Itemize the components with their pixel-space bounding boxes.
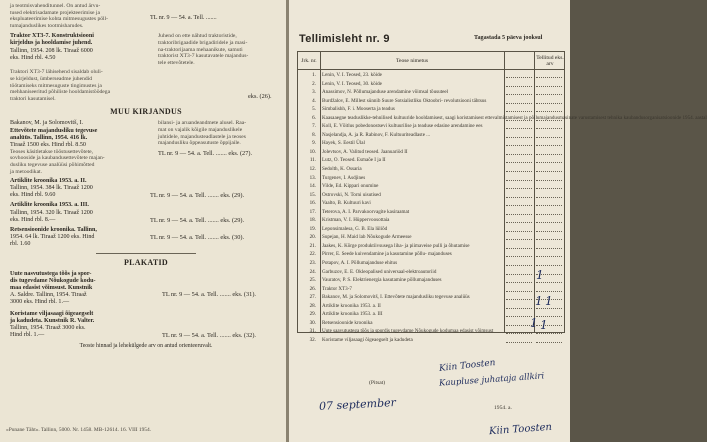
- order-quantity-field[interactable]: [536, 256, 562, 257]
- row-title: Simbalishh, F. i. Mooserta ja teadus: [322, 106, 395, 113]
- row-number: 10.: [309, 148, 316, 155]
- catalog-entry-kroonika-iii: Artiklite kroonika 1953. a. III. Tallinn, 1954. 320 lk. Tiraaž 1200 eks. Hind rbl. 8.— TL nr. 9 — 54. a. Tell. ....... eks. (29).: [10, 202, 245, 224]
- order-form-title: Tellimisleht nr. 9: [299, 33, 390, 45]
- row-number: 2.: [312, 80, 316, 87]
- price-footnote: Teoste hinnad ja lehekülgede arv on antud orienteeruvalt.: [79, 342, 213, 349]
- table-row: [298, 276, 564, 285]
- row-number: 21.: [309, 242, 316, 249]
- header-ordered: Tellitud eks. arv: [536, 55, 564, 67]
- row-title: Leponsimalesa, G. B. Ela lüliõd: [322, 225, 388, 232]
- printer-imprint: «Punane Täht». Tallinn, 5000. Nr. 1458. MB-12614. 16. VIII 1954.: [6, 427, 152, 433]
- header-title: Teose nimetus: [395, 58, 429, 64]
- row-dots: [506, 333, 532, 334]
- order-quantity-field[interactable]: [536, 171, 562, 172]
- divider: [96, 253, 196, 254]
- row-number: 19.: [309, 225, 316, 232]
- table-row: [298, 242, 564, 251]
- handwritten-signature: Kiin Toosten: [488, 421, 553, 438]
- row-dots: [506, 265, 532, 266]
- order-quantity-field[interactable]: [536, 154, 562, 155]
- handwritten-mark: 1: [540, 318, 548, 332]
- row-title: Artiklite kroonika 1953. a. III: [322, 311, 383, 318]
- table-row: [298, 293, 564, 302]
- return-note: Tagastada 5 päeva jooksul: [474, 35, 543, 41]
- row-title: Vauratov, P. S. Elektrienergia kasutamine põllumajanduses: [322, 277, 442, 284]
- order-quantity-field[interactable]: [536, 291, 562, 292]
- row-number: 18.: [309, 217, 316, 224]
- catalog-entry-kroonika-ii: Artiklite kroonika 1953. a. II. Tallinn, 1954. 384 lk. Tiraaž 1200 eks. Hind rbl. 9.60 TL nr. 9 — 54. a. Tell. ....... eks. (29).: [10, 178, 245, 200]
- order-quantity-field[interactable]: [536, 214, 562, 215]
- row-title: Retsensioonide kroonika: [322, 319, 373, 326]
- row-number: 12.: [309, 166, 316, 173]
- row-title: Koll, E. Võitlus pobedonostsevi kultuurilise ja teaduse edasine arendamine ees: [322, 123, 483, 130]
- table-row: [298, 139, 564, 148]
- row-dots: [506, 308, 532, 309]
- order-number-26: eks. (26).: [248, 93, 272, 101]
- row-dots: [506, 120, 532, 121]
- order-quantity-field[interactable]: [536, 94, 562, 95]
- row-number: 8.: [312, 131, 316, 138]
- order-table: [297, 51, 707, 343]
- order-quantity-field[interactable]: [536, 180, 562, 181]
- order-line-27[interactable]: TL nr. 9 — 54. a. Tell. ....... eks. (27).: [158, 149, 253, 157]
- order-line-29[interactable]: TL nr. 9 — 54. a. Tell. ....... eks. (29).: [150, 216, 245, 224]
- row-dots: [506, 214, 532, 215]
- order-line-31[interactable]: TL nr. 9 — 54. a. Tell. ....... eks. (31).: [162, 291, 256, 299]
- table-row: [298, 174, 564, 183]
- order-quantity-field[interactable]: [536, 197, 562, 198]
- order-quantity-field[interactable]: [536, 86, 562, 87]
- row-dots: [506, 94, 532, 95]
- order-quantity-field[interactable]: [536, 103, 562, 104]
- row-title: Nasjelandja, A. ja R. Rabinov, F. Kultuuriteadlaste ...: [322, 131, 431, 138]
- handwritten-mark: 1: [545, 294, 553, 308]
- row-dots: [506, 256, 532, 257]
- row-title: Turgenev, I. Asdjines: [322, 174, 366, 181]
- row-dots: [506, 111, 532, 112]
- table-row: [298, 80, 564, 89]
- row-dots: [506, 197, 532, 198]
- order-quantity-field[interactable]: [536, 333, 562, 334]
- row-title: Lenin, V. I. Teosed, 23. köide: [322, 72, 382, 78]
- handwritten-name: Kiin Toosten: [438, 358, 497, 374]
- row-title: Ostrovski, N. Torni uisutised: [322, 191, 381, 198]
- table-row: [298, 225, 564, 234]
- row-dots: [506, 248, 532, 249]
- table-row: [298, 233, 564, 242]
- row-title: Teterova, A. I. Parvakoorvagite kasiraamat: [322, 208, 410, 215]
- row-number: 30.: [309, 319, 316, 326]
- order-quantity-field[interactable]: [536, 248, 562, 249]
- table-row: [298, 182, 564, 191]
- table-row: [298, 165, 564, 174]
- row-number: 11.: [309, 157, 316, 164]
- row-dots: [506, 231, 532, 232]
- row-number: 17.: [309, 208, 316, 215]
- row-number: 25.: [309, 277, 316, 284]
- poster-entry-2: Koristame viljasaagi õigeaegselt ja kadudeta. Kunstnik R. Valter. Tallinn, 1954. Tiraaž 3000 eks. Hind rbl. 1.— TL nr. 9 — 54. a. Tell. ....... eks. (32).: [10, 311, 282, 339]
- row-title: Sedolth, K. Ossaria: [322, 166, 362, 173]
- top-fragment: ja teotmisvahenditunnel. On antud ärvu- tused elektrisadamate projekteerimise ja ekspluateerimise kohta mitmesugustes pöll- tumajanduslikes tootmisharudes.: [10, 3, 109, 29]
- order-line-32[interactable]: TL nr. 9 — 54. a. Tell. ....... eks. (32).: [162, 331, 256, 339]
- row-number: 28.: [309, 302, 316, 309]
- row-number: 15.: [309, 191, 316, 198]
- row-title: Supejan, H. Maid lab Nõukogude Armeesse: [322, 234, 412, 241]
- row-title: Koristame viljasaagi õigeaegselt ja kadudeta: [322, 336, 413, 343]
- row-number: 22.: [309, 251, 316, 258]
- table-row: [298, 97, 564, 106]
- order-quantity-field[interactable]: [536, 145, 562, 146]
- order-quantity-field[interactable]: [536, 222, 562, 223]
- order-quantity-field[interactable]: [536, 188, 562, 189]
- row-number: 16.: [309, 200, 316, 207]
- row-title: Uute saavutustega tõõs ja spordis tugevdame Nõukogude kodumaa edasist võimsust: [322, 328, 494, 335]
- row-number: 5.: [312, 106, 316, 113]
- table-row: [298, 250, 564, 259]
- table-body: [298, 71, 707, 345]
- row-dots: [506, 274, 532, 275]
- row-title: Burdžalov, E. Millest sünnib Suure Sotsialistliku Oktoobri- revolutsiooni tähtsus: [322, 97, 487, 104]
- handwritten-signature: Kaupluse juhataja allkiri: [438, 371, 545, 389]
- row-title: Kristman, V. I. Hüppervoosottaia: [322, 217, 390, 224]
- row-dots: [506, 77, 532, 78]
- row-dots: [506, 137, 532, 138]
- row-title: Bakanov, M. ja Solomovitš, I. Ettevõtete majandusliku tegevuse analüüs: [322, 294, 470, 301]
- table-row: [298, 259, 564, 268]
- table-row: [298, 310, 564, 319]
- row-title: Anassimov, N. Põllumajanduse arendamine võimsal tõusuteel: [322, 89, 449, 96]
- row-number: 26.: [309, 285, 316, 292]
- catalog-entry-retsensioonid: Retsensioonide kroonika. Tallinn, 1954. 64 lk. Tiraaž 1200 eks. Hind rbl. 1.60 TL nr. 9 — 54. a. Tell. ....... eks. (30).: [10, 226, 245, 247]
- row-title: Jolevtsov, A. Valitud teosed. Jaanuariöd II: [322, 148, 408, 155]
- order-quantity-field[interactable]: [536, 231, 562, 232]
- row-title: Potapov, A. I. Põllumajanduse ehitus: [322, 260, 398, 267]
- row-title: Vilde, Ed. Kippari onumine: [322, 183, 379, 190]
- table-row: [298, 208, 564, 217]
- table-row: [298, 268, 564, 277]
- table-row: [298, 71, 564, 80]
- row-dots: [506, 145, 532, 146]
- row-number: 4.: [312, 97, 316, 104]
- row-dots: [506, 325, 532, 326]
- row-number: 32.: [309, 336, 316, 343]
- table-row: [298, 302, 564, 311]
- handwritten-mark: 1: [535, 294, 543, 308]
- catalog-entry-bakanov: Bakanov, M. ja Solomovitš, I. Ettevõtete majandusliku tegevuse analüüs. Tallinn, 1954. 416 lk. Tiraaž 1500 eks. Hind rbl. 8.50 Teoses käsitletakse tööstusettevõtete, sovhooside ja kaubandusettevõtete majan- dusliku tegevuse analüüsi põhimõtted ja metoodikat. bilansi- ja aruandeandmete alusel. Raa- mat on vajalik kõigile majanduslikele juhtidele, majandusteadlastele ja teoses majandusliku õppeasutuste õppijaile. TL nr. 9 — 54. a. Tell. ....... eks. (27).: [10, 120, 282, 175]
- row-dots: [506, 291, 532, 292]
- row-number: 3.: [312, 89, 316, 96]
- row-number: 9.: [312, 140, 316, 147]
- table-row: [298, 88, 564, 97]
- header-number: Jrk. nr.: [301, 58, 317, 64]
- row-dots: [506, 316, 532, 317]
- row-number: 24.: [309, 268, 316, 275]
- date-line: 1954. a.: [494, 405, 512, 411]
- order-line-30[interactable]: TL nr. 9 — 54. a. Tell. ....... eks. (30).: [150, 233, 245, 241]
- table-row: [298, 156, 564, 165]
- order-quantity-field[interactable]: [536, 137, 562, 138]
- row-dots: [506, 180, 532, 181]
- row-title: Jaakes, K. Kõrge produktiivsusega liha- ja piimaveise pulli ja õhutamise: [322, 242, 470, 249]
- row-title: Traktor XT3-7: [322, 285, 352, 292]
- order-quantity-field[interactable]: [536, 162, 562, 163]
- row-number: 31.: [309, 328, 316, 335]
- poster-entry-1: Uute nasvutustega tõõs ja spor- dis tugevdame Nõukogude kodu- maa edasist võimsust. Kunstnik A. Saldre. Tallinn, 1954. Tiraaž 3000 eks. Hind rbl. 1.— TL nr. 9 — 54. a. Tell. ....... eks. (31).: [10, 271, 282, 306]
- row-dots: [506, 86, 532, 87]
- row-dots: [506, 222, 532, 223]
- row-dots: [506, 188, 532, 189]
- row-title: Garbuzov, E. E. Okleopalised universaal-elektroautoriid: [322, 268, 437, 275]
- catalog-entry-traktor-desc: Traktori XT3-7 lähisehend sisaldab oluli- se kirjeldust, ümberseadme juhendid töötamiseks mitmesuguste tingimustes ja mehhaniseeritud põhiliste hooldamistöödega traktori kasutamisel. eks. (26).: [10, 69, 272, 102]
- order-line-28[interactable]: TL nr. 9 — 54. a. Tell. ....... eks. (29).: [150, 192, 245, 200]
- row-dots: [506, 171, 532, 172]
- row-number: 6.: [312, 114, 316, 121]
- section-heading-muu: MUU KIRJANDUS: [110, 107, 182, 117]
- order-quantity-field[interactable]: [536, 111, 562, 112]
- order-quantity-field[interactable]: [536, 77, 562, 78]
- order-quantity-field[interactable]: [536, 282, 562, 283]
- table-row: [298, 191, 564, 200]
- catalog-entry-traktor: Traktor XT3-7. Konstruktsiooni kirjeldus ja hooldamise juhend. Tallinn, 1954. 208 lk. Tiraaž 6000 eks. Hind rbl. 4.50 TL nr. 9 — 54. a. Tell. ....... Juhend on ette nähtud traktoristide, traktoribrigaadide brigadiridele ja masi- na-traktorijaama mehaanikute, samuti traktorist XT3-7 kasutavatele majandus- tele ettevõtetele.: [10, 15, 249, 66]
- table-row: [298, 199, 564, 208]
- row-dots: [506, 239, 532, 240]
- table-row: [298, 216, 564, 225]
- handwritten-mark: 1: [536, 268, 544, 282]
- table-row: [298, 114, 707, 123]
- left-page: [0, 0, 286, 442]
- row-dots: [506, 282, 532, 283]
- table-row: [298, 105, 564, 114]
- row-title: Kaasaaegne teaduslikke-tehnilised kultuuride hooldamisest, saagi koristamisest ettevalmistamisest ja põllumajandusmasinate varustamisest tehnika kaubandusorganisatsioonide 1954. aastal: [322, 114, 707, 121]
- order-quantity-field[interactable]: [536, 265, 562, 266]
- row-title: Vaalto, B. Kultuuri kavi: [322, 200, 371, 207]
- row-dots: [506, 342, 532, 343]
- table-row: [298, 319, 564, 328]
- row-title: Pirrer, E. Seede kuivendamine ja kasutamine põllu- majanduses: [322, 251, 452, 258]
- row-dots: [506, 299, 532, 300]
- row-number: 7.: [312, 123, 316, 130]
- table-row: [298, 285, 564, 294]
- order-line-26a[interactable]: TL nr. 9 — 54. a. Tell. .......: [150, 15, 217, 22]
- row-dots: [506, 103, 532, 104]
- order-quantity-field[interactable]: [536, 239, 562, 240]
- row-number: 1.: [312, 72, 316, 78]
- handwritten-date: 07 september: [318, 395, 397, 414]
- row-title: Hayek, S. Eestil Ülal: [322, 140, 365, 147]
- row-dots: [506, 205, 532, 206]
- row-number: 14.: [309, 183, 316, 190]
- row-dots: [506, 128, 532, 129]
- row-title: Artiklite kroonika 1953. a. II: [322, 302, 381, 309]
- handwritten-mark: 1: [530, 316, 538, 330]
- row-number: 23.: [309, 260, 316, 267]
- table-header: [298, 52, 564, 70]
- row-dots: [506, 154, 532, 155]
- order-quantity-field[interactable]: [536, 205, 562, 206]
- order-quantity-field[interactable]: [536, 342, 562, 343]
- order-quantity-field[interactable]: [536, 128, 562, 129]
- table-row: [298, 336, 564, 345]
- row-title: Lutz, O. Teosed. Esmaõe I ja II: [322, 157, 386, 164]
- stamp-label: (Pitsat): [369, 380, 386, 386]
- section-heading-plakatid: PLAKATID: [123, 258, 169, 267]
- right-page: [289, 0, 707, 442]
- table-row: [298, 148, 564, 157]
- table-row: [298, 122, 564, 131]
- row-title: Lenin, V. I. Teosed, 30. köide: [322, 80, 382, 87]
- catalog-column: [10, 0, 282, 350]
- row-number: 13.: [309, 174, 316, 181]
- row-number: 27.: [309, 294, 316, 301]
- row-number: 29.: [309, 311, 316, 318]
- order-quantity-field[interactable]: [536, 120, 562, 121]
- row-dots: [506, 162, 532, 163]
- table-row: [298, 131, 564, 140]
- table-row: [298, 327, 564, 336]
- row-number: 20.: [309, 234, 316, 241]
